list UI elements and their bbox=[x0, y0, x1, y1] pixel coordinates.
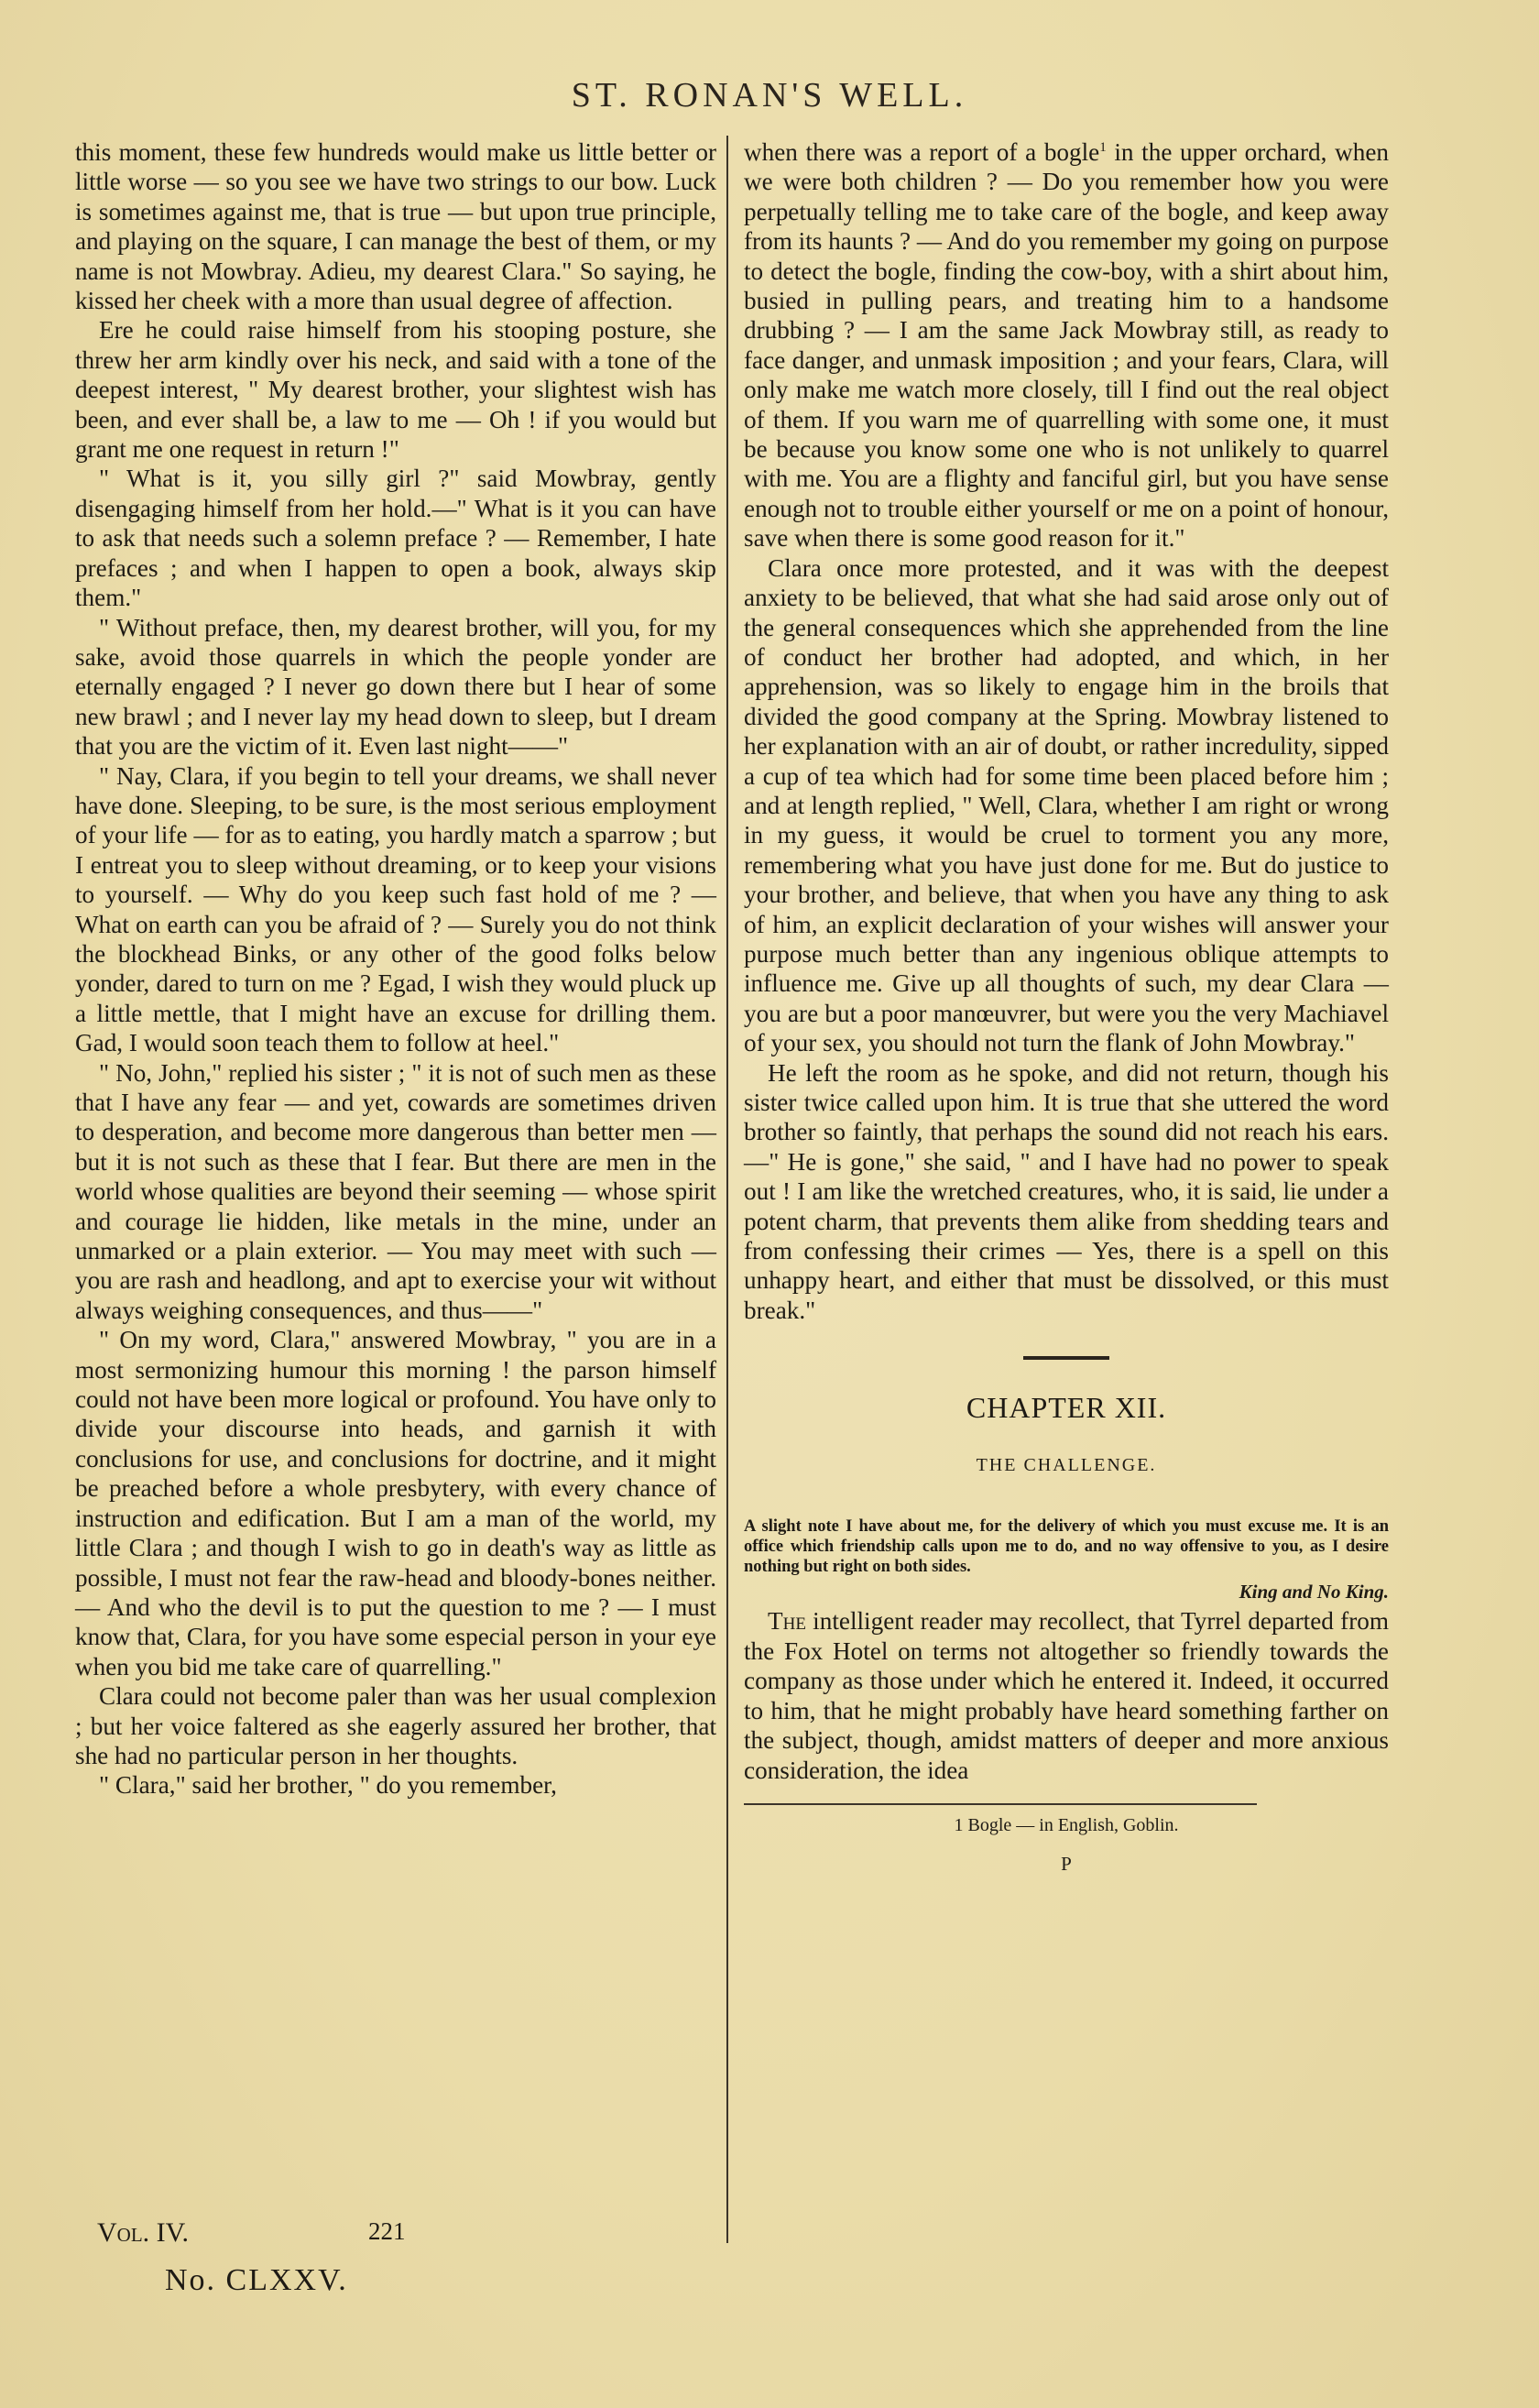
paragraph: this moment, these few hundreds would make us little better or little worse — so you see we have two strings to our bow. Luck is sometimes against me, that is true — but upon true principle, and playing on the square, I can manage the best of them, or my name is not Mowbray. Adieu, my dearest Clara." So saying, he kissed her cheek with a more than usual degree of affection. bbox=[75, 138, 716, 315]
column-divider bbox=[726, 136, 728, 2243]
footnote-marker: 1 bbox=[1099, 139, 1107, 155]
epigraph-source: King and No King. bbox=[1239, 1581, 1389, 1604]
left-column bbox=[75, 137, 716, 1801]
paragraph: Clara could not become paler than was her usual complexion ; but her voice faltered as she eagerly assured her brother, that she had no particular person in her thoughts. bbox=[75, 1682, 716, 1769]
running-title: ST. RONAN'S WELL. bbox=[571, 76, 968, 115]
chapter-title: CHAPTER XII. bbox=[966, 1391, 1167, 1425]
paragraph: " What is it, you silly girl ?" said Mowbray, gently disengaging himself from her hold.—" What is it you can have to ask that needs such a solemn preface ? — Remember, I hate prefaces ; and when I happen to open a book, always skip them." bbox=[75, 465, 716, 612]
paragraph: Clara once more protested, and it was with the deepest anxiety to be believed, that what she had said arose only out of the general consequences which she apprehended from the line of conduct her brother had adopted, and which, in her apprehension, was so likely to engage him in the broils that divided the good company at the Spring. Mowbray listened to her explanation with an air of doubt, or rather incredulity, sipped a cup of tea which had for some time been placed before him ; and at length replied, " Well, Clara, whether I am right or wrong in my guess, it would be cruel to torment you any more, remembering what you have just done for me. But do justice to your brother, and believe, that when you have any thing to ask of him, an explicit declaration of your wishes will answer your purpose much better than any ingenious oblique attempts to influence me. Give up all thoughts of such, my dear Clara — you are but a poor manœuvrer, but were you the very Machiavel of your sex, you should not turn the flank of John Mowbray." bbox=[744, 553, 1389, 1057]
issue-number: No. CLXXV. bbox=[165, 2263, 348, 2297]
footnote-rule bbox=[744, 1803, 1257, 1805]
paragraph: " Clara," said her brother, " do you remember, bbox=[99, 1771, 557, 1800]
paragraph bbox=[744, 137, 1389, 553]
paragraph: He left the room as he spoke, and did not return, though his sister twice called upon him. It is true that she uttered the word brother so faintly, that perhaps the sound did not reach his ears.—" He is gone," she said, " and I have had no power to speak out ! I am like the wretched creatures, who, it is said, lie under a potent charm, that prevents them alike from shedding tears and from confessing their crimes — Yes, there is a spell on this unhappy heart, and either that must be dissolved, or this must break." bbox=[744, 1058, 1389, 1324]
page-number: 221 bbox=[368, 2217, 406, 2245]
right-column bbox=[744, 137, 1389, 1879]
opening-text: intelligent reader may recollect, that Tyrrel departed from the Fox Hotel on terms not altogether so friendly towards the company as those under which he entered it. Indeed, it occurred to him, that he might probably have heard something farther on the subject, though, amidst matters of deeper and more anxious consideration, the idea bbox=[744, 1607, 1389, 1784]
paragraph: " On my word, Clara," answered Mowbray, " you are in a most sermonizing humour this morning ! the parson himself could not have been more logical or profound. You have only to divide your discourse into heads, and garnish it with conclusions for use, and conclusions for doctrine, and it might be preached before a whole presbytery, with every chance of instruction and edification. But I am a man of the world, my little Clara ; and though I wish to go in death's way as little as possible, I must not fear the raw-head and bloody-bones neither.— And who the devil is to put the question to me ? — I must know that, Clara, for you have some especial person in your eye when you bid me take care of quarrelling." bbox=[75, 1326, 716, 1680]
epigraph: A slight note I have about me, for the delivery of which you must excuse me. It is an office which friendship calls upon me to do, and no way offensive to you, as I desire nothing but right on both sides. bbox=[744, 1517, 1389, 1577]
paragraph: " Nay, Clara, if you begin to tell your dreams, we shall never have done. Sleeping, to be sure, is the most serious employment of your life — for as to eating, you hardly match a sparrow ; but I entreat you to sleep without dreaming, or to keep your visions to yourself. — Why do you keep such fast hold of me ? — What on earth can you be afraid of ? — Surely you do not think the blockhead Binks, or any other of the good folks below yonder, dared to turn on me ? Egad, I wish they would pluck up a little mettle, that I might have an excuse for drilling them. Gad, I would soon teach them to follow at heel." bbox=[75, 761, 716, 1057]
paragraph: " Without preface, then, my dearest brother, will you, for my sake, avoid those quarrels in which the people yonder are eternally engaged ? I never go down there but I hear of some new brawl ; and I never lay my head down to sleep, but I dream that you are the victim of it. Even last night——" bbox=[75, 613, 716, 761]
paragraph bbox=[744, 1606, 1389, 1784]
volume-label: Vol. IV. bbox=[97, 2217, 189, 2248]
paragraph: Ere he could raise himself from his stooping posture, she threw her arm kindly over his neck, and said with a tone of the deepest interest, " My dearest brother, your slightest wish has been, and ever shall be, a law to me — Oh ! if you would but grant me one request in return !" bbox=[75, 316, 716, 464]
footnote: 1 Bogle — in English, Goblin. bbox=[954, 1814, 1179, 1835]
signature-letter: P bbox=[1061, 1853, 1072, 1876]
paragraph-start: when there was a report of a bogle bbox=[744, 138, 1100, 166]
chapter-rule bbox=[1023, 1356, 1109, 1360]
paragraph: " No, John," replied his sister ; " it is not of such men as these that I have any fear — and yet, cowards are sometimes driven to desperation, and become more dangerous than better men — but it is not such as these that I fear. But there are men in the world whose qualities are beyond their seeming — whose spirit and courage lie hidden, like metals in the mine, under an unmarked or a plain exterior. — You may meet with such — you are rash and headlong, and apt to exercise your wit without always weighing consequences, and thus——" bbox=[75, 1058, 716, 1324]
opening-word: The bbox=[768, 1607, 806, 1636]
paragraph-rest: in the upper orchard, when we were both children ? — Do you remember how you were perpetually telling me to take care of the bogle, and keep away from its haunts ? — And do you remember my going on purpose to detect the bogle, finding the cow-boy, with a shirt about him, busied in pulling pears, and treating him to a handsome drubbing ? — I am the same Jack Mowbray still, as ready to face danger, and unmask imposition ; and your fears, Clara, will only make me watch more closely, till I find out the real object of them. If you warn me of quarrelling with some one, it must be because you know some one who is not unlikely to quarrel with me. You are a flighty and fanciful girl, but you have sense enough not to trouble either yourself or me on a point of honour, save when there is some good reason for it." bbox=[744, 138, 1389, 553]
chapter-subtitle: THE CHALLENGE. bbox=[976, 1454, 1157, 1475]
